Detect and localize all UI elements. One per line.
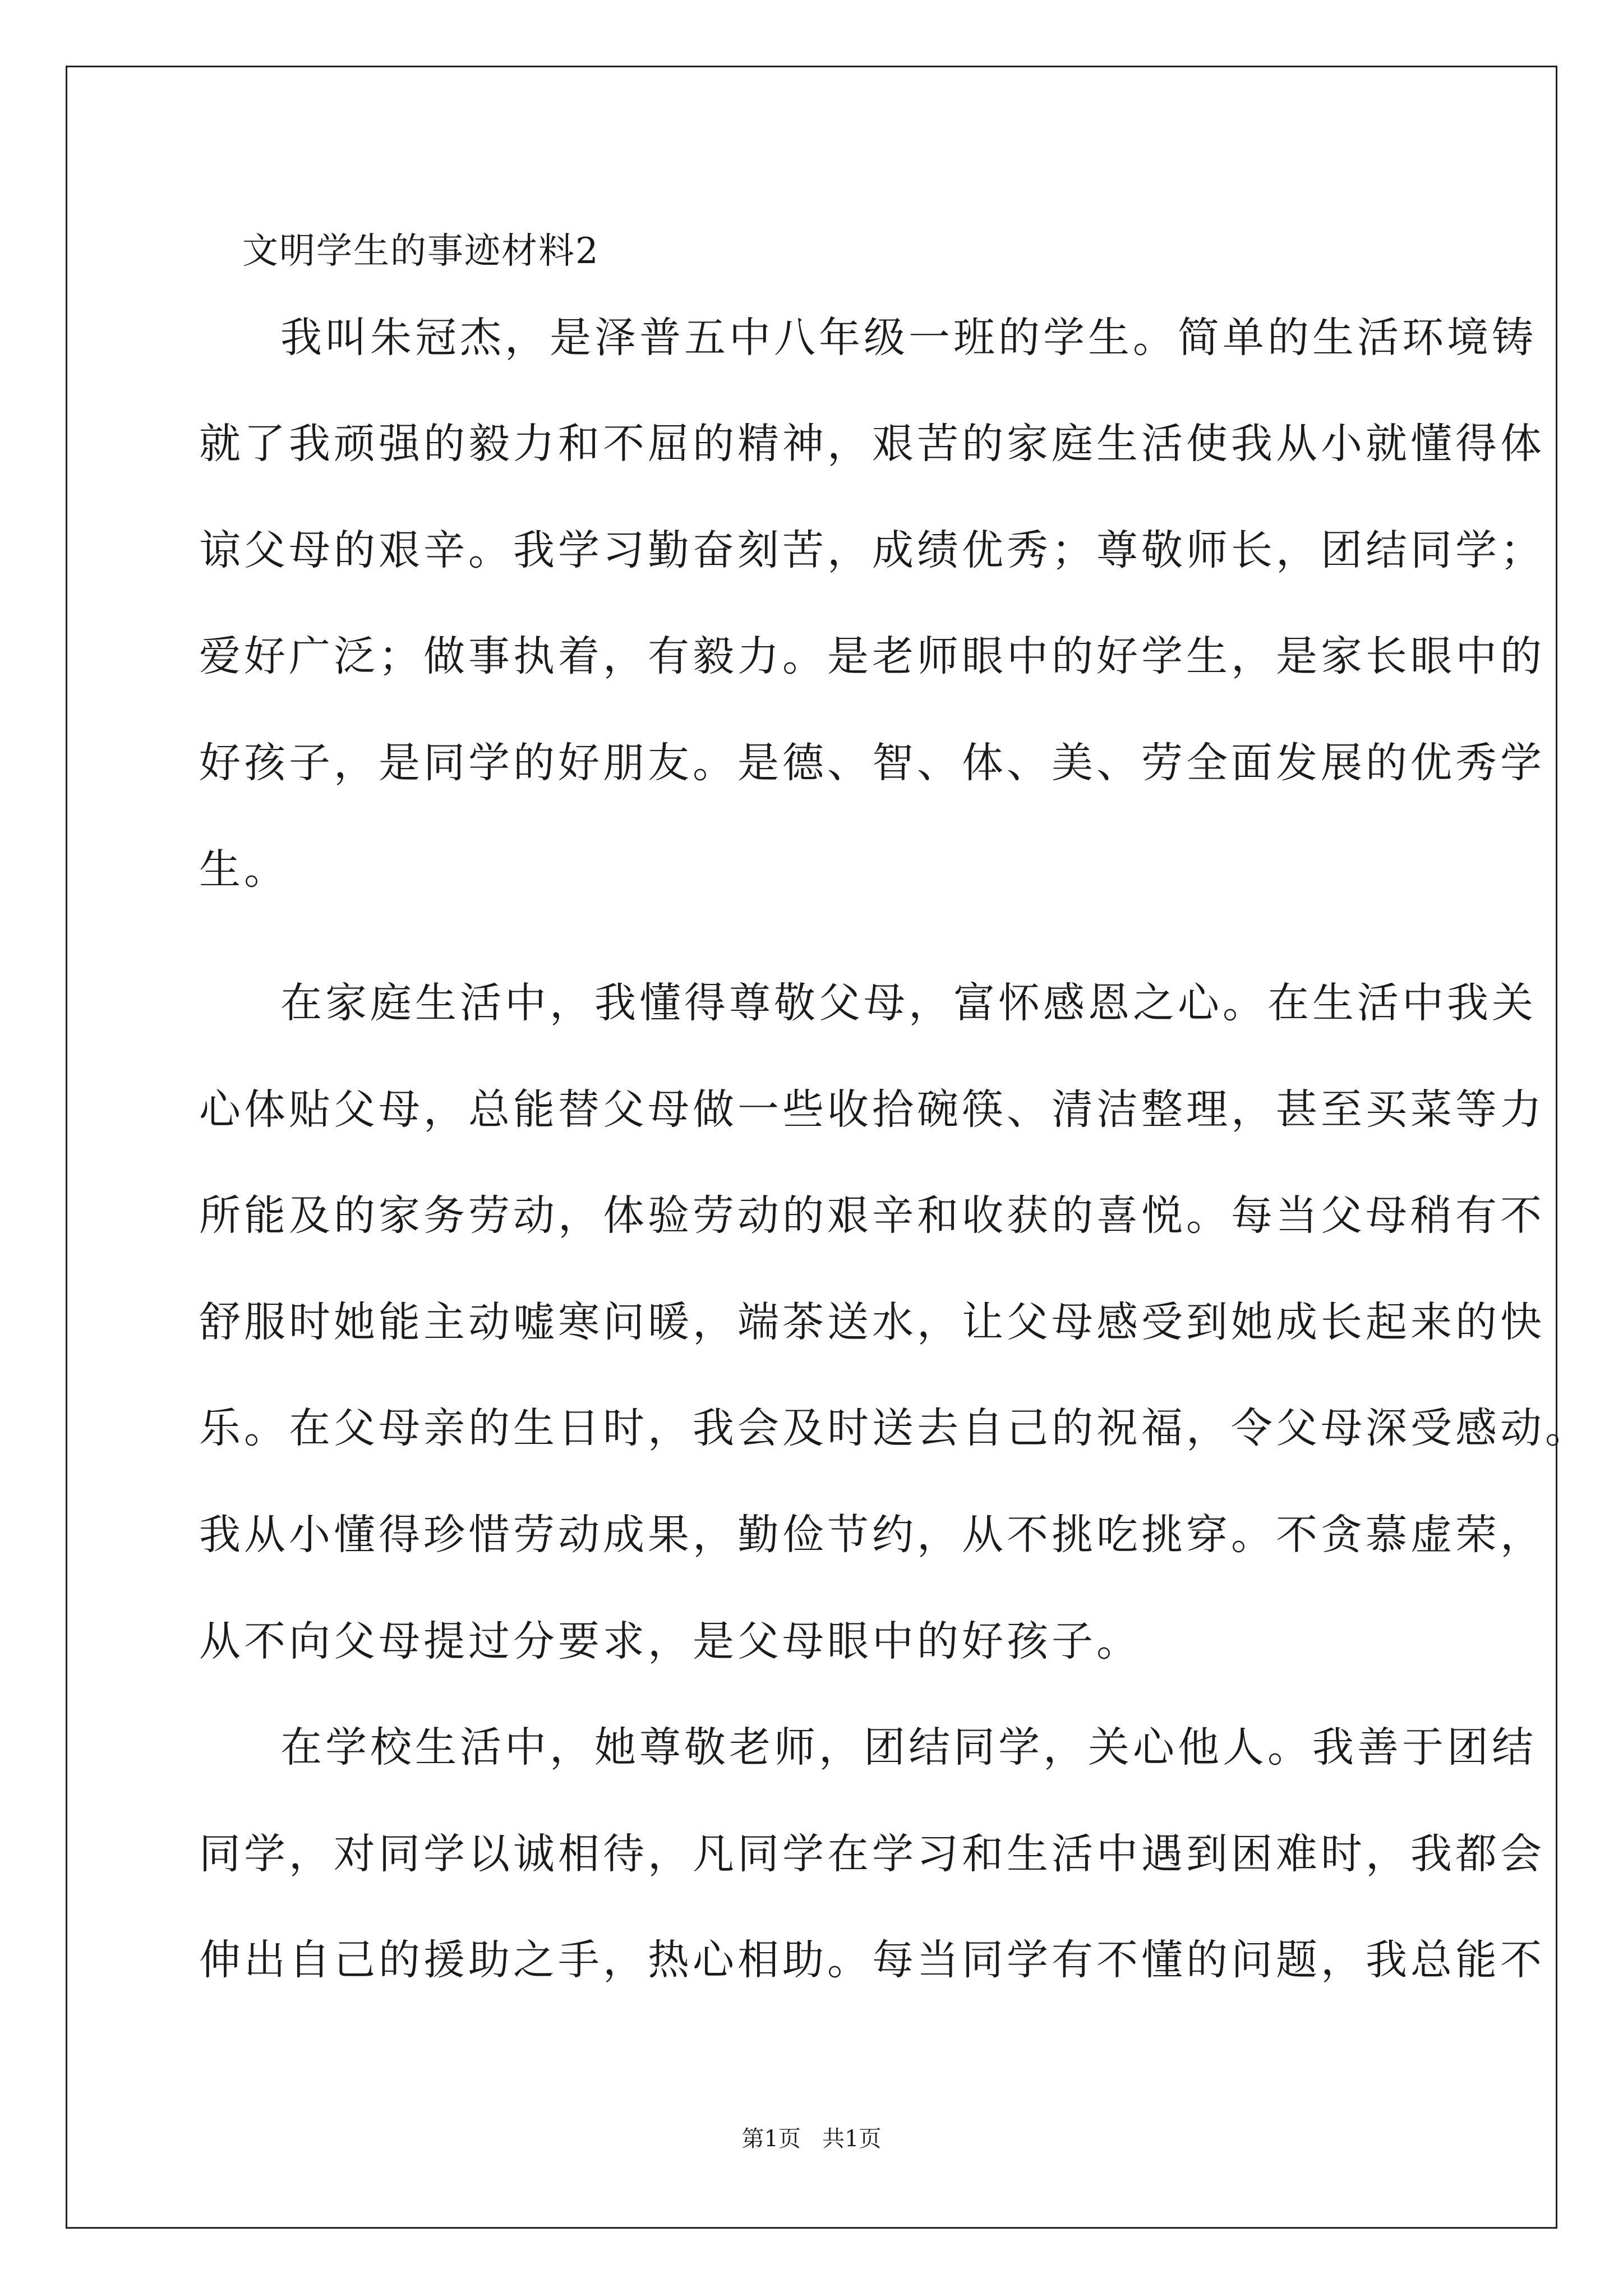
body-line: 谅父母的艰辛。我学习勤奋刻苦，成绩优秀；尊敬师长，团结同学； [199, 526, 1545, 574]
body-line: 同学，对同学以诚相待，凡同学在学习和生活中遇到困难时，我都会 [199, 1830, 1545, 1878]
body-line: 在家庭生活中，我懂得尊敬父母，富怀感恩之心。在生活中我关 [280, 979, 1537, 1027]
body-line: 我叫朱冠杰，是泽普五中八年级一班的学生。简单的生活环境铸 [280, 314, 1537, 362]
body-line: 心体贴父母，总能替父母做一些收拾碗筷、清洁整理，甚至买菜等力 [199, 1085, 1545, 1134]
body-line: 所能及的家务劳动，体验劳动的艰辛和收获的喜悦。每当父母稍有不 [199, 1191, 1545, 1240]
body-line: 生。 [199, 845, 289, 894]
page-number-footer: 第1页 共1页 [741, 2126, 882, 2152]
body-line: 好孩子，是同学的好朋友。是德、智、体、美、劳全面发展的优秀学 [199, 739, 1545, 787]
page-frame [66, 66, 1557, 2229]
body-line: 在学校生活中，她尊敬老师，团结同学，关心他人。我善于团结 [280, 1723, 1537, 1772]
document-title: 文明学生的事迹材料2 [242, 231, 600, 272]
body-line: 舒服时她能主动嘘寒问暖，端茶送水，让父母感受到她成长起来的快 [199, 1298, 1545, 1346]
body-line: 乐。在父母亲的生日时，我会及时送去自己的祝福，令父母深受感动。 [199, 1404, 1590, 1452]
body-line: 伸出自己的援助之手，热心相助。每当同学有不懂的问题，我总能不 [199, 1936, 1545, 1984]
body-line: 我从小懂得珍惜劳动成果，勤俭节约，从不挑吃挑穿。不贪慕虚荣， [199, 1511, 1545, 1559]
body-line: 就了我顽强的毅力和不屈的精神，艰苦的家庭生活使我从小就懂得体 [199, 420, 1545, 468]
body-line: 爱好广泛；做事执着，有毅力。是老师眼中的好学生，是家长眼中的 [199, 632, 1545, 680]
body-line: 从不向父母提过分要求，是父母眼中的好孩子。 [199, 1617, 1141, 1665]
